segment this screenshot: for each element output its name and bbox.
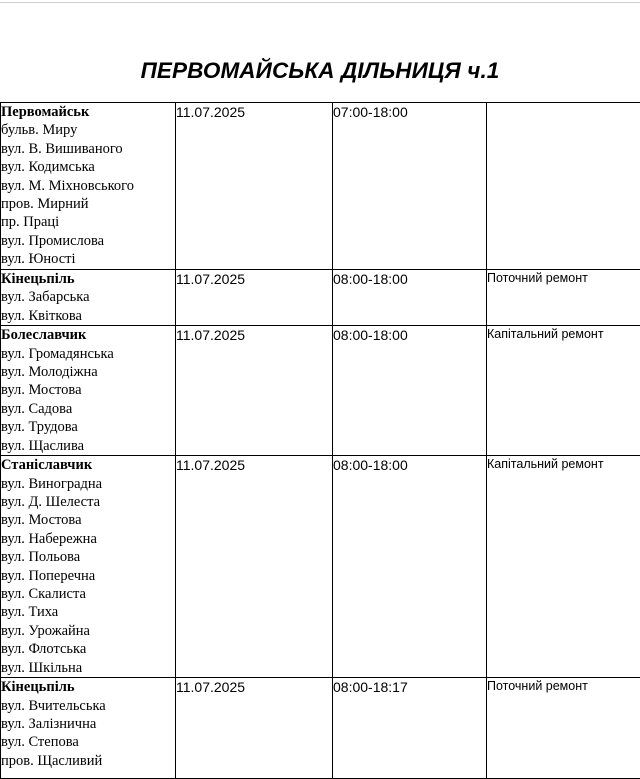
street-name: вул. Садова (1, 400, 175, 418)
table-row (1, 326, 640, 456)
time-cell: 08:00-18:17 (333, 678, 487, 779)
date-cell: 11.07.2025 (176, 103, 333, 270)
outage-schedule-table (0, 102, 640, 779)
location-cell (1, 326, 176, 456)
table-row (1, 103, 640, 270)
street-name: вул. М. Міхновського (1, 177, 175, 195)
note-cell: Поточний ремонт (487, 678, 640, 779)
page-top-rule (0, 2, 640, 3)
street-name: вул. Залізнична (1, 715, 175, 733)
settlement-name: Болеславчик (1, 326, 175, 344)
date-cell: 11.07.2025 (176, 678, 333, 779)
settlement-name: Станіславчик (1, 456, 175, 474)
table-row (1, 456, 640, 678)
date-cell: 11.07.2025 (176, 326, 333, 456)
location-cell (1, 270, 176, 326)
street-name: вул. Виноградна (1, 475, 175, 493)
street-name: вул. Степова (1, 733, 175, 751)
street-name: вул. Мостова (1, 381, 175, 399)
street-name: пров. Мирний (1, 195, 175, 213)
street-name: вул. В. Вишиваного (1, 140, 175, 158)
note-cell: Капітальний ремонт (487, 326, 640, 456)
street-name: вул. Тиха (1, 603, 175, 621)
street-name: вул. Д. Шелеста (1, 493, 175, 511)
date-cell: 11.07.2025 (176, 270, 333, 326)
time-cell: 08:00-18:00 (333, 270, 487, 326)
street-name: пров. Щасливий (1, 752, 175, 770)
street-name: вул. Юності (1, 250, 175, 268)
date-cell: 11.07.2025 (176, 456, 333, 678)
table-row (1, 270, 640, 326)
street-name: вул. Поперечна (1, 567, 175, 585)
street-name: вул. Скалиста (1, 585, 175, 603)
table-row (1, 678, 640, 779)
street-name: вул. Флотська (1, 640, 175, 658)
street-name: вул. Промислова (1, 232, 175, 250)
document-title: ПЕРВОМАЙСЬКА ДІЛЬНИЦЯ ч.1 (0, 58, 640, 84)
street-name: бульв. Миру (1, 121, 175, 139)
time-cell: 08:00-18:00 (333, 456, 487, 678)
note-cell (487, 103, 640, 270)
street-name: вул. Щаслива (1, 437, 175, 455)
street-name: вул. Трудова (1, 418, 175, 436)
street-name: вул. Кодимська (1, 158, 175, 176)
settlement-name: Первомайськ (1, 103, 175, 121)
street-name: вул. Урожайна (1, 622, 175, 640)
street-name: пр. Праці (1, 213, 175, 231)
note-cell: Капітальний ремонт (487, 456, 640, 678)
street-name: вул. Набережна (1, 530, 175, 548)
settlement-name: Кінецьпіль (1, 678, 175, 696)
street-name: вул. Молодіжна (1, 363, 175, 381)
street-name: вул. Вчительська (1, 697, 175, 715)
location-cell (1, 103, 176, 270)
street-name: вул. Польова (1, 548, 175, 566)
street-name: вул. Квіткова (1, 307, 175, 325)
street-name: вул. Забарська (1, 288, 175, 306)
time-cell: 07:00-18:00 (333, 103, 487, 270)
settlement-name: Кінецьпіль (1, 270, 175, 288)
street-name: вул. Громадянська (1, 345, 175, 363)
street-name: вул. Шкільна (1, 659, 175, 677)
street-name: вул. Мостова (1, 511, 175, 529)
note-cell: Поточний ремонт (487, 270, 640, 326)
time-cell: 08:00-18:00 (333, 326, 487, 456)
location-cell (1, 678, 176, 779)
location-cell (1, 456, 176, 678)
